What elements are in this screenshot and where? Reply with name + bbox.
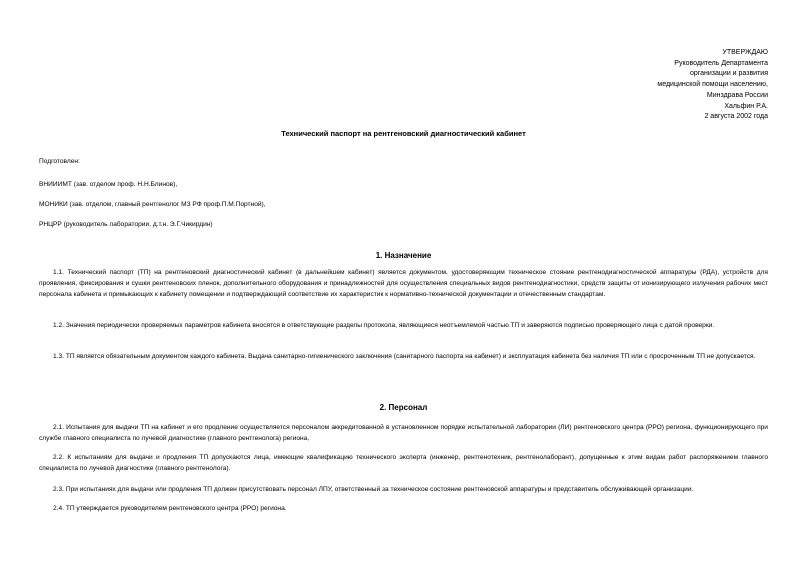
section-title: 1. Назначение <box>375 251 432 260</box>
approval-line: организации и развития <box>689 70 768 78</box>
prepared-label: Подготовлен: <box>39 158 80 165</box>
approval-line: УТВЕРЖДАЮ <box>722 49 768 56</box>
paragraph: 2.4. ТП утверждается руководителем рентгеновского центра (РРО) региона. <box>53 505 287 512</box>
approval-line: Хальфин Р.А. <box>724 102 768 110</box>
paragraph: 1.2. Значения периодически проверяемых параметров кабинета вносятся в ответствующие разделы протокола, являющиеся неотъемлемой частью ТП и заверяются подписью проверяющего лица с датой проверки. <box>53 322 715 329</box>
paragraph: 2.1. Испытания для выдачи ТП на кабинет и его продление осуществляется персоналом аккредитованной в установленном порядке испытательной лаборатории (ЛИ) рентгеновского центра (РРО) региона, функционирующего при службе главного специалиста по лучевой диагностике (главного рентгенолога) региона, <box>39 424 768 442</box>
approval-block <box>657 48 768 123</box>
section-title: 2. Персонал <box>379 403 428 412</box>
prepared-org: ВНИИИМТ (зав. отделом проф. Н.Н.Блинов), <box>39 181 178 188</box>
paragraph: 2.3. При испытаниях для выдачи или продления ТП должен присутствовать персонал ЛПУ, ответственный за техническое состояние рентгеновской аппаратуры и представитель обслуживающей организации. <box>53 486 694 493</box>
document-title: Технический паспорт на рентгеновский диагностический кабинет <box>281 129 526 138</box>
paragraph: 2.2. К испытаниям для выдачи и продления ТП допускаются лица, имеющие квалификацию технического эксперта (инженер, рентгенотехник, рентгенолаборант), допущенные к этим видам работ распоряжением главного специалиста по лучевой диагностике (главного рентгенолога). <box>39 454 768 472</box>
paragraph: 1.1. Технический паспорт (ТП) на рентгеновский диагностический кабинет (в дальнейшем кабинет) является документом, удостоверяющим техническое стояние рентгенодиагностической аппаратуры (РДА), устройств для проявления, фиксирования и сушки рентгеновских пленок, дополнительного оборудования и принадлежностей для осуществления специальных видов рентгенодиагностики, средств защиты от ионизирующего излучения рабочих мест персонала кабинета и примыкающих к кабинету помещении и подтверждающий соответствие их характеристик к нормативно-технической документации и отечественным стандартам. <box>39 269 768 298</box>
approval-line: Руководитель Департамента <box>674 59 768 67</box>
prepared-org: РНЦРР (руководитель лаборатории, д.т.н. Э.Г.Чикирдин) <box>39 221 213 228</box>
approval-line: Минздрава России <box>706 91 768 99</box>
prepared-org: МОНИКИ (зав. отделом, главный рентгенолог МЗ РФ проф.П.М.Портной), <box>39 201 266 208</box>
approval-line: медицинской помощи населению, <box>657 81 768 89</box>
approval-line: 2 августа 2002 года <box>704 113 768 121</box>
paragraph: 1.3. ТП является обязательным документом каждого кабинета. Выдача санитарно-гигиенического заключения (санитарного паспорта на кабинет) и эксплуатация кабинета без наличия ТП или с просроченным ТП не допускается. <box>53 353 756 360</box>
